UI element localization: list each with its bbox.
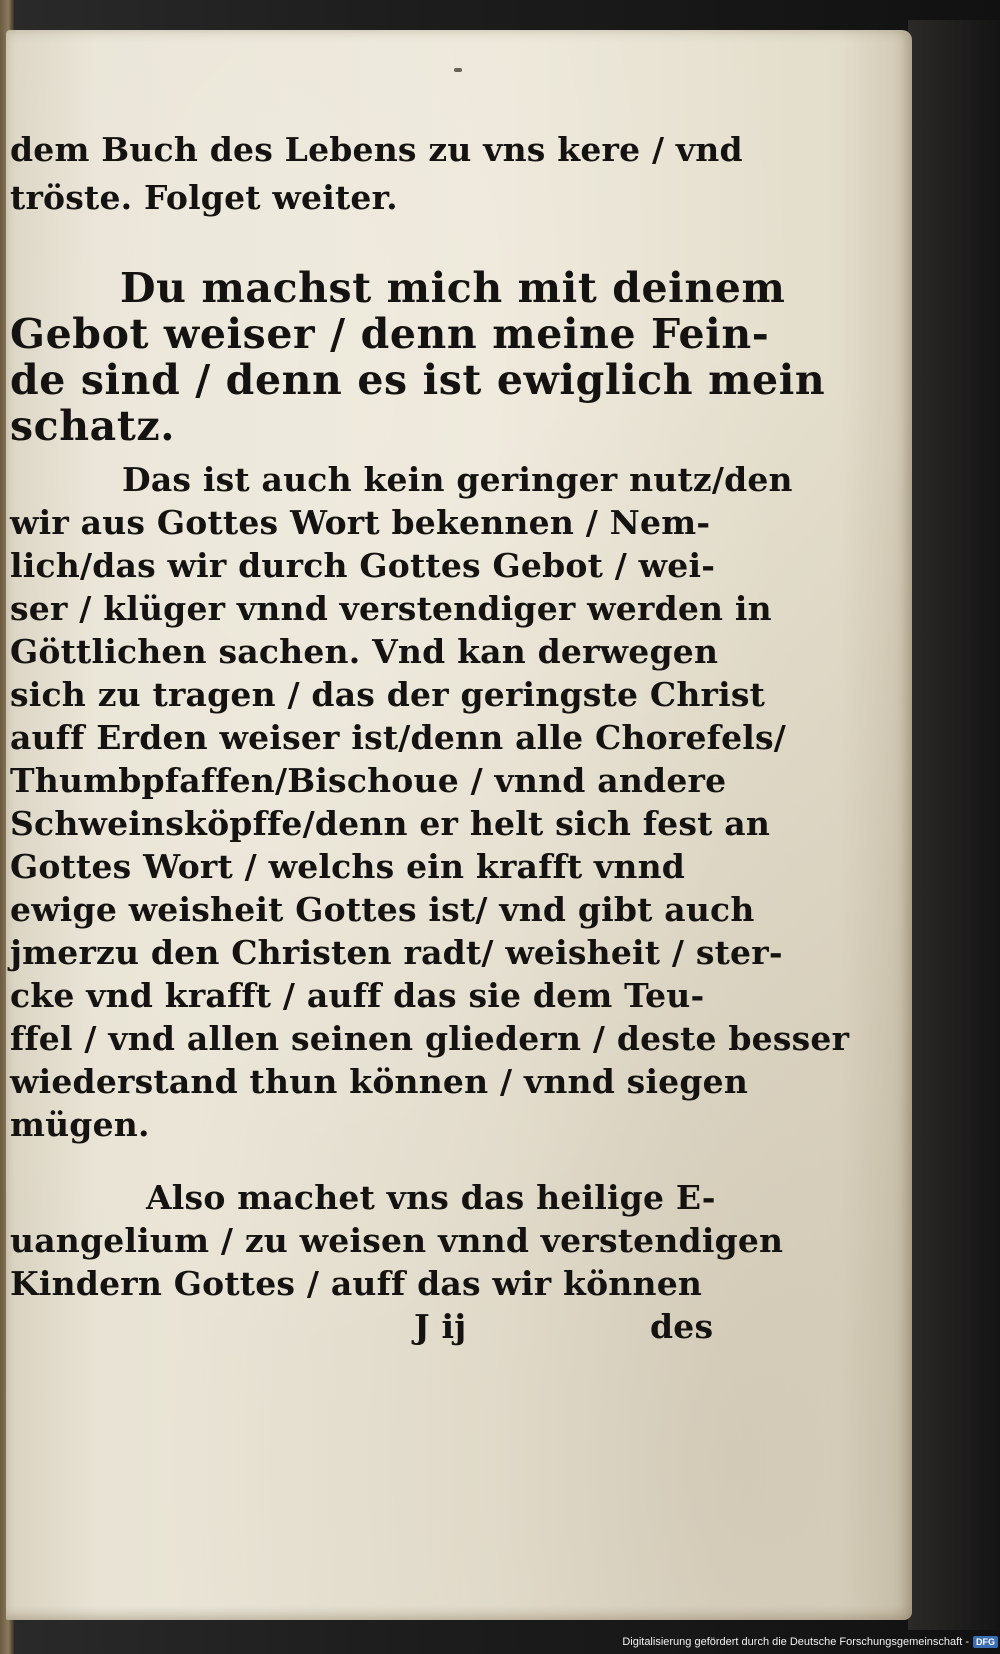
verse-line: Gebot weiser / denn meine Fein- [10, 310, 770, 358]
text-line: wiederstand thun können / vnnd siegen [10, 1062, 749, 1101]
dfg-logo: DFG [973, 1636, 998, 1648]
text-line: Thumbpfaffen/Bischoue / vnnd andere [10, 761, 727, 800]
text-line: sich zu tragen / das der geringste Christ [10, 675, 766, 714]
ink-speck [454, 68, 462, 72]
book-page [6, 30, 912, 1620]
text-line: tröste. Folget weiter. [10, 178, 398, 217]
credit-text: Digitalisierung gefördert durch die Deutsche Forschungsgemeinschaft - [622, 1636, 969, 1648]
text-line: lich/das wir durch Gottes Gebot / wei- [10, 546, 716, 585]
text-line: mügen. [10, 1105, 150, 1144]
text-line: Schweinsköpffe/denn er helt sich fest an [10, 804, 771, 843]
text-line: ffel / vnd allen seinen gliedern / deste besser [10, 1019, 850, 1058]
text-line: ewige weisheit Gottes ist/ vnd gibt auch [10, 890, 755, 929]
text-line: Gottes Wort / welchs ein krafft vnnd [10, 847, 686, 886]
text-line: Kindern Gottes / auff das wir können [10, 1264, 703, 1303]
text-line: ser / klüger vnnd verstendiger werden in [10, 589, 772, 628]
signature-mark: J ij [414, 1307, 467, 1346]
text-line: Das ist auch kein geringer nutz/den [122, 460, 793, 499]
text-line: Also machet vns das heilige E- [146, 1178, 716, 1217]
verse-line: Du machst mich mit deinem [120, 264, 786, 312]
catchword: des [650, 1307, 714, 1346]
verse-line: schatz. [10, 402, 176, 450]
verse-line: de sind / denn es ist ewiglich mein [10, 356, 826, 404]
text-line: Göttlichen sachen. Vnd kan derwegen [10, 632, 719, 671]
text-line: wir aus Gottes Wort bekennen / Nem- [10, 503, 711, 542]
text-line: jmerzu den Christen radt/ weisheit / ster- [10, 933, 783, 972]
digitization-credit [622, 1634, 998, 1650]
background-shadow [908, 20, 1000, 1630]
text-line: uangelium / zu weisen vnnd verstendigen [10, 1221, 784, 1260]
text-line: auff Erden weiser ist/denn alle Chorefels/ [10, 718, 787, 757]
text-line: dem Buch des Lebens zu vns kere / vnd [10, 130, 743, 169]
text-line: cke vnd krafft / auff das sie dem Teu- [10, 976, 705, 1015]
